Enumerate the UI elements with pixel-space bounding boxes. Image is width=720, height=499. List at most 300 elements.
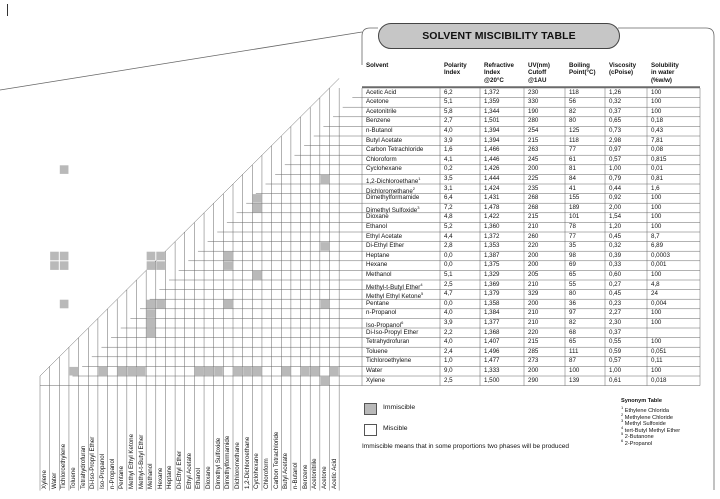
cell-uv: 210 xyxy=(528,309,539,317)
header-refractive: Refractive Index @20°C xyxy=(484,62,514,84)
cell-viscosity: 0,57 xyxy=(609,155,622,163)
cell-viscosity: 1,00 xyxy=(609,367,622,374)
cell-boiling: 82 xyxy=(569,107,576,115)
cell-uv: 210 xyxy=(528,223,539,230)
cell-uv: 225 xyxy=(528,175,539,182)
bottom-label: Methanol xyxy=(147,463,155,489)
cell-viscosity: 0,79 xyxy=(609,175,622,182)
cell-polarity: 2,5 xyxy=(444,376,453,384)
cell-uv: 230 xyxy=(528,88,539,96)
cell-uv: 200 xyxy=(528,299,539,307)
cell-boiling: 77 xyxy=(569,232,576,240)
diag-step xyxy=(223,184,233,194)
bottom-label: Ethanol xyxy=(195,467,203,489)
cell-viscosity: 0,23 xyxy=(609,299,622,307)
synonym-ref: 5 xyxy=(421,291,424,297)
immiscible-cell xyxy=(50,252,59,261)
diag-step xyxy=(108,299,118,309)
cell-polarity: 2,2 xyxy=(444,328,453,336)
immiscible-cell xyxy=(224,300,233,309)
cell-viscosity: 0,45 xyxy=(609,232,622,240)
cell-boiling: 41 xyxy=(569,184,576,192)
bottom-label: Tetrahydrofuran xyxy=(79,445,87,489)
immiscible-cell xyxy=(137,367,146,376)
cell-refractive: 1,360 xyxy=(484,223,500,230)
cell-boiling: 80 xyxy=(569,290,576,298)
cell-polarity: 9,0 xyxy=(444,367,453,374)
cell-polarity: 4,7 xyxy=(444,290,453,298)
cell-solubility: 100 xyxy=(651,203,662,211)
immiscible-cell xyxy=(50,261,59,270)
cell-uv: 285 xyxy=(528,347,539,355)
immiscible-swatch xyxy=(364,403,377,415)
bottom-label: Benzene xyxy=(301,464,309,489)
solvent-name: Tichloroethylene xyxy=(366,357,412,365)
cell-solubility: 0,815 xyxy=(651,155,667,163)
miscible-swatch xyxy=(364,424,377,436)
cell-boiling: 97 xyxy=(569,309,576,317)
cell-polarity: 5,2 xyxy=(444,223,453,230)
cell-refractive: 1,359 xyxy=(484,98,500,106)
cell-viscosity: 2,30 xyxy=(609,319,622,326)
cell-uv: 210 xyxy=(528,280,539,288)
cell-refractive: 1,353 xyxy=(484,242,500,250)
immiscible-cell xyxy=(156,252,165,261)
cell-solubility: 0,004 xyxy=(651,299,667,307)
cell-solubility: 100 xyxy=(651,338,662,346)
cell-polarity: 5,1 xyxy=(444,271,453,278)
cell-polarity: 2,8 xyxy=(444,242,453,250)
synonym-ref: 2 xyxy=(412,185,416,191)
cell-boiling: 84 xyxy=(569,175,576,182)
immiscible-cell xyxy=(69,367,78,376)
diag-step xyxy=(330,78,340,88)
immiscible-cell xyxy=(147,319,156,328)
bottom-label: Iso-Propanol xyxy=(98,453,106,489)
header-boiling: Boiling Point(°C) xyxy=(569,62,596,77)
cell-uv: 254 xyxy=(528,127,539,134)
cell-boiling: 65 xyxy=(569,271,576,278)
cell-viscosity: 0,60 xyxy=(609,271,622,278)
bottom-label: Acetonitrile xyxy=(311,457,319,489)
cell-polarity: 5,1 xyxy=(444,98,453,106)
cell-boiling: 101 xyxy=(569,213,580,221)
solvent-name: Heptane xyxy=(366,251,390,259)
immiscible-cell xyxy=(147,300,156,309)
immiscible-cell xyxy=(214,367,223,376)
cell-refractive: 1,375 xyxy=(484,261,500,269)
diag-step xyxy=(204,203,214,213)
immiscible-cell xyxy=(60,252,69,261)
cell-refractive: 1,444 xyxy=(484,175,500,182)
header-viscosity: Viscosity (cPoise) xyxy=(609,62,637,77)
diag-step xyxy=(272,136,282,146)
cell-polarity: 4,4 xyxy=(444,232,453,240)
cell-boiling: 87 xyxy=(569,357,576,365)
cell-solubility: 0,18 xyxy=(651,117,664,125)
immiscible-cell xyxy=(282,367,291,376)
solvent-name: Di-Ethyl Ether xyxy=(366,242,405,250)
immiscible-cell xyxy=(127,367,136,376)
cell-refractive: 1,372 xyxy=(484,232,500,240)
synonym-ref: 6 xyxy=(401,320,404,325)
cell-viscosity: 0,55 xyxy=(609,338,622,346)
cell-refractive: 1,466 xyxy=(484,146,500,154)
cell-boiling: 68 xyxy=(569,328,576,336)
cell-polarity: 3,9 xyxy=(444,319,453,326)
cell-viscosity: 0,27 xyxy=(609,280,622,288)
cell-polarity: 3,1 xyxy=(444,184,453,192)
cell-uv: 245 xyxy=(528,155,539,163)
immiscible-cell xyxy=(98,367,107,376)
cell-polarity: 4,0 xyxy=(444,309,453,317)
immiscible-cell xyxy=(224,252,233,261)
bottom-label: Water xyxy=(50,472,58,489)
immiscible-cell xyxy=(311,367,320,376)
synonym-number: 3 xyxy=(621,418,624,424)
cell-solubility: 100 xyxy=(651,319,662,326)
diag-step xyxy=(175,232,185,242)
diag-step xyxy=(137,270,147,280)
cell-boiling: 111 xyxy=(569,347,579,355)
bottom-label: Heptane xyxy=(166,465,174,489)
immiscible-cell xyxy=(253,194,262,203)
solvent-name: Methanol xyxy=(366,271,392,278)
bottom-label: n-Propanol xyxy=(108,458,116,489)
bottom-label: 1,2-Dichloroethane xyxy=(243,436,251,489)
immiscible-cell xyxy=(60,300,69,309)
cell-viscosity: 0,37 xyxy=(609,107,622,115)
solvent-name: Acetic Acid xyxy=(366,88,397,96)
solvent-name: Butyl Acetate xyxy=(366,136,403,144)
cell-solubility: 100 xyxy=(651,223,662,230)
cell-refractive: 1,431 xyxy=(484,194,500,202)
cell-viscosity: 0,32 xyxy=(609,242,622,250)
footnote: Immiscible means that in some proportions two phases will be produced xyxy=(362,443,570,450)
solvent-name: Pentane xyxy=(366,299,390,307)
cell-viscosity: 0,37 xyxy=(609,328,622,336)
solvent-name: Benzene xyxy=(366,117,391,125)
solvent-name: Methyl-t-Butyl Ether$^4$ xyxy=(366,281,423,291)
immiscible-cell xyxy=(156,300,165,309)
solvent-name: Toluene xyxy=(366,347,388,355)
cell-viscosity: 1,00 xyxy=(609,165,622,173)
cell-uv: 210 xyxy=(528,319,539,326)
immiscible-cell xyxy=(330,367,339,376)
cell-polarity: 0,0 xyxy=(444,251,453,259)
solvent-name: Dichloromethane$^2$ xyxy=(366,185,416,195)
cell-refractive: 1,369 xyxy=(484,280,500,288)
immiscible-cell xyxy=(147,261,156,270)
cell-uv: 235 xyxy=(528,184,539,192)
bottom-label: Dichloromethane xyxy=(234,441,241,489)
cell-viscosity: 0,65 xyxy=(609,117,622,125)
immiscible-cell xyxy=(224,261,233,270)
title-text: SOLVENT MISCIBILITY TABLE xyxy=(422,30,576,42)
cell-boiling: 98 xyxy=(569,251,576,259)
diag-step xyxy=(165,242,175,252)
solvent-name: Iso-Propanol$^6$ xyxy=(366,320,404,330)
cell-uv: 200 xyxy=(528,251,539,259)
cell-polarity: 0,2 xyxy=(444,165,453,173)
cell-viscosity: 0,45 xyxy=(609,290,622,298)
synonym-ref: 1 xyxy=(418,176,421,181)
diag-step xyxy=(98,309,108,319)
cell-uv: 268 xyxy=(528,194,539,202)
header-uv: UV(nm) Cutoff @1AU xyxy=(528,62,550,84)
bottom-label: Pentane xyxy=(118,465,126,489)
diag-step xyxy=(233,174,243,184)
diag-step xyxy=(194,213,204,223)
cell-solubility: 7,81 xyxy=(651,136,664,144)
cell-refractive: 1,407 xyxy=(484,338,500,346)
solvent-name: Xylene xyxy=(366,376,385,384)
cell-solubility: 0,001 xyxy=(651,261,667,269)
cell-refractive: 1,379 xyxy=(484,290,500,298)
bottom-label: Carbon Tetrachloride xyxy=(272,431,280,489)
cell-boiling: 77 xyxy=(569,146,576,154)
solvent-name: Dimethylformamide xyxy=(366,194,420,202)
cell-uv: 263 xyxy=(528,146,539,154)
diag-step xyxy=(252,155,262,165)
cell-refractive: 1,372 xyxy=(484,88,500,96)
cell-viscosity: 0,32 xyxy=(609,98,622,106)
cell-refractive: 1,478 xyxy=(484,203,500,211)
page-title xyxy=(378,23,620,49)
diag-step xyxy=(185,222,195,232)
cell-viscosity: 0,39 xyxy=(609,251,622,259)
solvent-name: Cyclohexane xyxy=(366,165,402,173)
cell-uv: 268 xyxy=(528,203,539,211)
bottom-label: Dioxane xyxy=(205,465,213,489)
diag-step xyxy=(69,338,79,348)
header-solubility: Solubility in water (%w/w) xyxy=(651,62,679,84)
cell-refractive: 1,422 xyxy=(484,213,500,221)
cell-boiling: 100 xyxy=(569,367,580,374)
cell-solubility: 0,08 xyxy=(651,146,664,154)
bottom-label: Acetic Acid xyxy=(330,458,338,489)
solvent-name: Acetonitrile xyxy=(366,107,397,115)
cell-solubility: 0,43 xyxy=(651,127,664,134)
immiscible-cell xyxy=(243,367,252,376)
cell-uv: 329 xyxy=(528,290,539,298)
cell-polarity: 7,2 xyxy=(444,203,453,211)
cell-refractive: 1,394 xyxy=(484,127,500,134)
bottom-label: Acetone xyxy=(320,465,328,489)
immiscible-cell xyxy=(60,261,69,270)
cell-uv: 273 xyxy=(528,357,539,365)
cell-refractive: 1,501 xyxy=(484,117,500,125)
immiscible-cell xyxy=(147,329,156,338)
cell-solubility: 0,01 xyxy=(651,165,664,173)
cell-solubility: 4,8 xyxy=(651,280,660,288)
cell-solubility: 100 xyxy=(651,213,662,221)
solvent-name: Hexane xyxy=(366,261,388,269)
cell-viscosity: 0,61 xyxy=(609,376,622,384)
cell-polarity: 0,0 xyxy=(444,261,453,269)
bottom-label: Xylene xyxy=(41,469,48,489)
diag-step xyxy=(50,357,60,367)
bottom-label: Dimethylformamide xyxy=(224,435,232,489)
cell-viscosity: 0,92 xyxy=(609,194,622,202)
cell-viscosity: 0,57 xyxy=(609,357,622,365)
synonym-title: Synonym Table xyxy=(621,398,662,404)
cell-viscosity: 0,97 xyxy=(609,146,622,154)
immiscible-cell xyxy=(118,367,127,376)
diag-step xyxy=(59,347,69,357)
cell-solubility: 100 xyxy=(651,107,662,115)
cell-viscosity: 2,00 xyxy=(609,203,622,211)
immiscible-cell xyxy=(320,242,329,251)
cell-polarity: 2,7 xyxy=(444,117,453,125)
cell-polarity: 1,6 xyxy=(444,146,453,154)
cell-viscosity: 1,20 xyxy=(609,223,622,230)
cell-viscosity: 0,73 xyxy=(609,127,622,134)
solvent-name: Ethyl Acetate xyxy=(366,232,403,240)
cell-boiling: 65 xyxy=(569,338,576,346)
bottom-label: Di-Iso-Propyl Ether xyxy=(89,436,97,489)
synonym-text: 2-Butanone xyxy=(623,434,654,441)
immiscible-cell xyxy=(147,252,156,261)
cell-uv: 220 xyxy=(528,328,539,336)
cell-polarity: 6,2 xyxy=(444,88,453,96)
cell-boiling: 125 xyxy=(569,127,580,134)
cell-uv: 260 xyxy=(528,232,539,240)
cell-solubility: 0,051 xyxy=(651,347,667,355)
solvent-name: Methyl Ethyl Ketone$^5$ xyxy=(366,291,424,301)
cell-polarity: 4,8 xyxy=(444,213,453,221)
cell-solubility: 100 xyxy=(651,194,662,202)
cell-refractive: 1,496 xyxy=(484,347,500,355)
diag-step xyxy=(88,318,98,328)
cell-refractive: 1,384 xyxy=(484,309,500,317)
solvent-name: Ethanol xyxy=(366,223,387,230)
cell-uv: 200 xyxy=(528,367,539,374)
bottom-label: Butyl Acetate xyxy=(282,452,290,489)
cell-polarity: 3,9 xyxy=(444,136,453,144)
synonym-number: 5 xyxy=(621,431,624,437)
cell-polarity: 1,0 xyxy=(444,357,453,365)
cell-viscosity: 2,98 xyxy=(609,136,622,144)
synonym-text: Ethylene Chlorida xyxy=(623,407,669,414)
cell-polarity: 3,5 xyxy=(444,175,453,182)
cell-uv: 215 xyxy=(528,213,539,221)
bottom-label: Methyl Ethyl Ketone xyxy=(127,433,135,489)
cell-uv: 190 xyxy=(528,107,539,115)
cell-boiling: 36 xyxy=(569,299,576,307)
cell-refractive: 1,377 xyxy=(484,319,500,326)
cell-refractive: 1,477 xyxy=(484,357,500,365)
bottom-label: Di-Ethyl Ether xyxy=(176,450,184,489)
immiscible-cell xyxy=(301,367,310,376)
cell-boiling: 118 xyxy=(569,136,579,144)
cell-refractive: 1,500 xyxy=(484,376,500,384)
cell-uv: 205 xyxy=(528,271,539,278)
cell-solubility: 100 xyxy=(651,309,662,317)
cell-polarity: 4,0 xyxy=(444,338,453,346)
diag-step xyxy=(40,366,50,376)
immiscible-cell xyxy=(147,309,156,318)
cell-polarity: 0,0 xyxy=(444,299,453,307)
cell-refractive: 1,344 xyxy=(484,107,500,115)
cell-uv: 220 xyxy=(528,242,539,250)
solvent-name: Chloroform xyxy=(366,155,397,163)
solvent-name: 1,2-Dichloroethane$^1$ xyxy=(366,176,421,186)
cell-solubility: 6,89 xyxy=(651,242,664,250)
solvent-name: Di-Iso-Propyl Ether xyxy=(366,328,419,336)
cell-refractive: 1,426 xyxy=(484,165,500,173)
diag-step xyxy=(243,165,253,175)
immiscible-cell xyxy=(253,367,262,376)
cell-polarity: 4,0 xyxy=(444,127,453,134)
bottom-label: Toluene xyxy=(69,466,77,489)
immiscible-cell xyxy=(253,204,262,213)
synonym-text: Methylene Chloride xyxy=(623,414,673,421)
cell-refractive: 1,333 xyxy=(484,367,500,374)
bottom-label: Chloroform xyxy=(262,457,270,489)
cell-uv: 200 xyxy=(528,261,539,269)
immiscible-cell xyxy=(195,367,204,376)
cell-boiling: 80 xyxy=(569,117,576,125)
cell-boiling: 139 xyxy=(569,376,580,384)
cell-refractive: 1,394 xyxy=(484,136,500,144)
cell-solubility: 0,018 xyxy=(651,376,667,384)
cell-solubility: 24 xyxy=(651,290,658,298)
miscible-label: Miscible xyxy=(383,425,408,432)
cell-boiling: 78 xyxy=(569,223,576,230)
immiscible-cell xyxy=(253,271,262,280)
cell-viscosity: 0,59 xyxy=(609,347,622,355)
bottom-label: Tichloroethylene xyxy=(60,443,68,489)
cell-boiling: 82 xyxy=(569,319,576,326)
bottom-label: Dimethyl Sulfoxide xyxy=(214,437,222,489)
immiscible-cell xyxy=(205,367,214,376)
solvent-name: Carbon Tetrachloride xyxy=(366,146,424,154)
immiscible-cell xyxy=(320,175,329,184)
solvent-name: Dimethyl Sulfoxide$^3$ xyxy=(366,204,420,214)
diag-step xyxy=(117,290,127,300)
synonym-text: Methyl Sulfoxide xyxy=(623,421,666,428)
header-polarity: Polarity Index xyxy=(444,62,467,77)
header-solvent: Solvent xyxy=(366,62,389,69)
cell-boiling: 35 xyxy=(569,242,576,250)
top-diagonal xyxy=(0,32,362,90)
cell-viscosity: 1,54 xyxy=(609,213,622,221)
cell-boiling: 189 xyxy=(569,203,580,211)
cell-solubility: 100 xyxy=(651,271,662,278)
synonym-number: 6 xyxy=(621,438,624,443)
diag-step xyxy=(79,328,89,338)
immiscible-cell xyxy=(156,261,165,270)
cell-refractive: 1,387 xyxy=(484,251,500,259)
cell-uv: 215 xyxy=(528,338,539,346)
cell-refractive: 1,446 xyxy=(484,155,500,163)
synonym-ref: 4 xyxy=(420,281,423,287)
cell-uv: 280 xyxy=(528,117,539,125)
immiscible-label: Immiscible xyxy=(383,404,416,411)
cell-viscosity: 0,44 xyxy=(609,184,622,192)
cell-solubility: 0,11 xyxy=(651,357,663,365)
immiscible-cell xyxy=(60,165,69,174)
solvent-name: Dioxane xyxy=(366,213,389,221)
cell-solubility: 0,81 xyxy=(651,175,664,182)
diag-step xyxy=(301,107,311,117)
diag-step xyxy=(320,88,330,98)
diag-step xyxy=(127,280,137,290)
solvent-name: Tetrahydrofuran xyxy=(366,338,410,346)
immiscible-cell xyxy=(320,300,329,309)
cell-boiling: 56 xyxy=(569,98,576,106)
